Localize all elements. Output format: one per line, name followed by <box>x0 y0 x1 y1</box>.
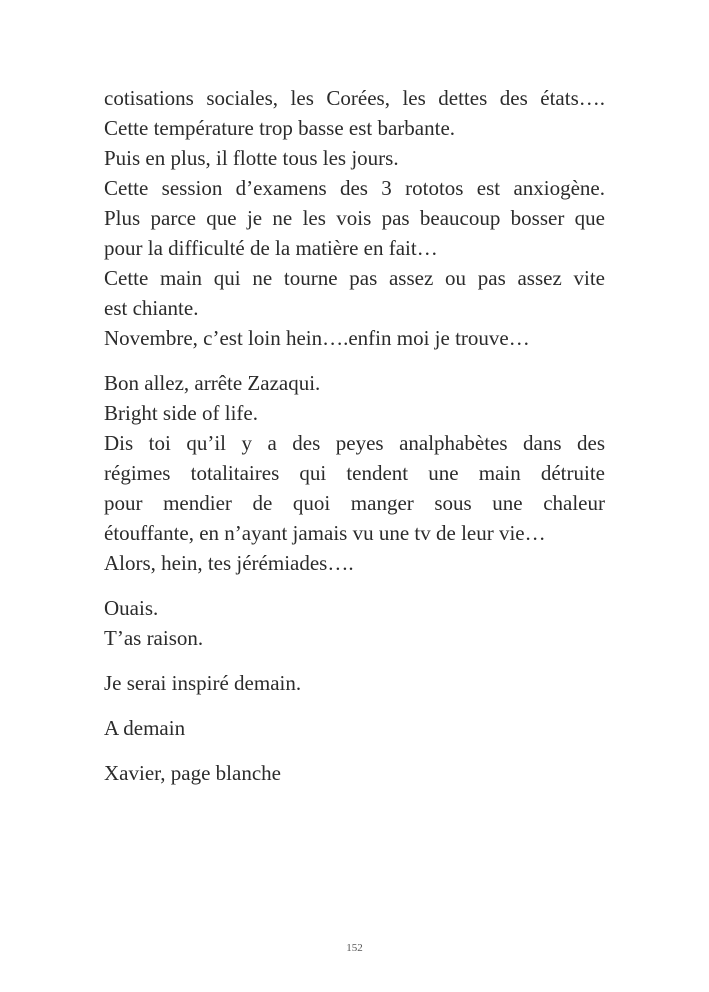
text-line: étouffante, en n’ayant jamais vu une tv de leur vie… <box>104 521 546 545</box>
text-line: est chiante. <box>104 296 199 320</box>
paragraph-1 <box>104 83 605 353</box>
body-text <box>104 83 605 803</box>
text-line: Cette main qui ne tourne pas assez ou pas assez vite <box>104 266 605 290</box>
text-line: Je serai inspiré demain. <box>104 671 302 695</box>
paragraph-3 <box>104 593 605 653</box>
text-line: cotisations sociales, les Corées, les dettes des états…. <box>104 86 605 110</box>
paragraph-5 <box>104 713 605 743</box>
text-line: Novembre, c’est loin hein….enfin moi je trouve… <box>104 326 530 350</box>
page-number: 152 <box>346 942 363 954</box>
paragraph-4 <box>104 668 605 698</box>
text-line: Puis en plus, il flotte tous les jours. <box>104 146 399 170</box>
paragraph-2 <box>104 368 605 578</box>
text-line: régimes totalitaires qui tendent une main détruite <box>104 461 605 485</box>
text-line: Cette session d’examens des 3 rototos est anxiogène. <box>104 176 605 200</box>
text-line: pour la difficulté de la matière en fait… <box>104 236 438 260</box>
signature-line <box>104 758 605 788</box>
text-line: Xavier, page blanche <box>104 761 281 785</box>
text-line: Ouais. <box>104 596 159 620</box>
text-line: T’as raison. <box>104 626 204 650</box>
text-line: Cette température trop basse est barbante. <box>104 116 456 140</box>
text-line: Bright side of life. <box>104 401 258 425</box>
text-line: A demain <box>104 716 186 740</box>
text-line: Dis toi qu’il y a des peyes analphabètes dans des <box>104 431 605 455</box>
text-line: Plus parce que je ne les vois pas beaucoup bosser que <box>104 206 605 230</box>
text-line: pour mendier de quoi manger sous une chaleur <box>104 491 605 515</box>
text-line: Bon allez, arrête Zazaqui. <box>104 371 321 395</box>
text-line: Alors, hein, tes jérémiades…. <box>104 551 354 575</box>
